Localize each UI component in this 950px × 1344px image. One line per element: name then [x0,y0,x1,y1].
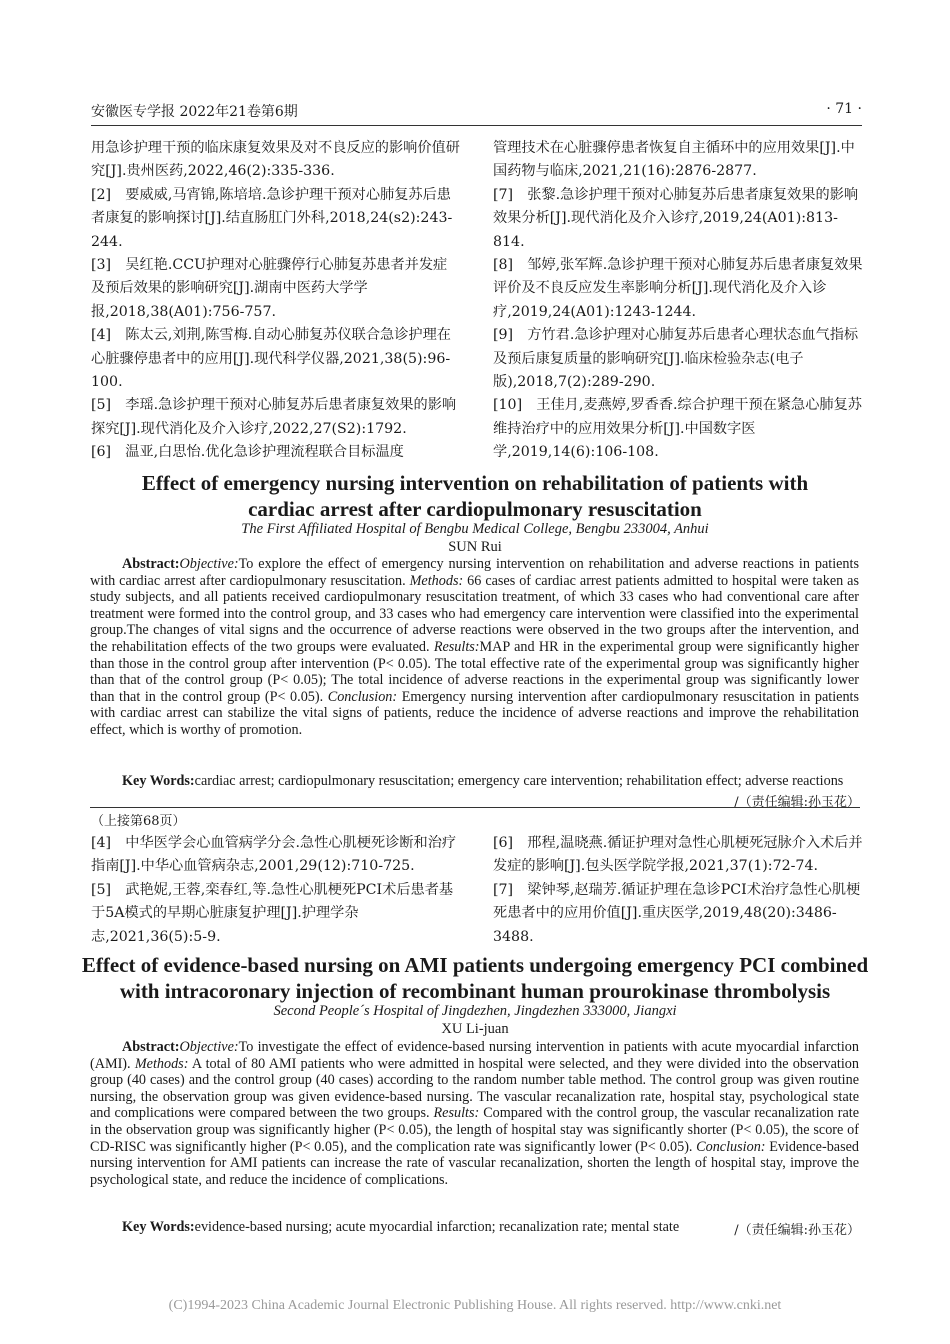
article1-abstract [90,556,859,739]
article1-affiliation: The First Affiliated Hospital of Bengbu Medical College, Bengbu 233004, Anhui [241,521,709,537]
results-label: Results: [433,1105,480,1122]
methods-text: 66 cases of cardiac arrest patients admitted to hospital were taken as study subjects, and all patients received cardiopulmonary resuscitation treatment, of which 33 cases who had conventional care after treatment were formed into the control group, and 33 cases who had emergency care intervention were classified into the experimental group.The changes of vital signs and the occurrence of adverse reactions were observed in the two groups after the intervention, and the rehabilitation effects of the two groups were evaluated. [90,572,859,655]
methods-label: Methods: [134,1055,189,1072]
article1-title-line2: cardiac arrest after cardiopulmonary resuscitation [248,497,702,521]
objective-label: Objective: [179,556,239,572]
reference-item: [2] 要威威,马宵锦,陈培培.急诊护理干预对心肺复苏后患者康复的影响探讨[J].结直肠肛门外科,2018,24(s2):243-244. [91,186,453,250]
article1-title [60,470,890,522]
article2-editor: /（责任编辑:孙玉花） [734,1223,860,1238]
methods-text: A total of 80 AMI patients who were admitted in hospital were selected, and they were divided into the observation group (40 cases) and the control group (40 cases) according to the random number table method. The control group was given routine nursing, the observation group was given evidence-based nursing. The vascular recanalization rate, hospital stay, psychological state and complications were compared between the two groups. [90,1055,859,1122]
keywords-label: Key Words: [122,773,195,789]
keywords-text: evidence-based nursing; acute myocardial infarction; recanalization rate; mental state [194,1219,680,1235]
article2-title-line1: Effect of evidence-based nursing on AMI patients undergoing emergency PCI combined [81,953,869,977]
reference-item: [4] 陈太云,刘荆,陈雪梅.自动心肺复苏仪联合急诊护理在心脏骤停患者中的应用[J].现代科学仪器,2021,38(5):96-100. [91,327,451,391]
keywords-text: cardiac arrest; cardiopulmonary resuscitation; emergency care intervention; rehabilitation effect; adverse reactions [194,773,844,789]
copyright-footer: (C)1994-2023 China Academic Journal Electronic Publishing House. All rights reserved. http://www.cnki.net [168,1298,782,1313]
keywords-label: Key Words: [122,1219,195,1235]
reference-item: 管理技术在心脏骤停患者恢复自主循环中的应用效果[J].中国药物与临床,2021,21(16):2876-2877. [493,140,855,180]
objective-label: Objective: [179,1039,239,1055]
article1-keywords [90,773,859,790]
article2-affiliation: Second People´s Hospital of Jingdezhen, Jingdezhen 333000, Jiangxi [273,1003,677,1019]
conclusion-text: Emergency nursing intervention after cardiopulmonary resuscitation in patients with cardiac arrest can stabilize the vital signs of patients, reduce the incidence of adverse reactions and improve the rehabilitation effect, which is worthy of promotion. [90,688,860,738]
conclusion-label: Conclusion: [696,1138,766,1155]
abstract-label: Abstract: [122,556,180,572]
results-text: MAP and HR in the experimental group were significantly higher than those in the control group after intervention (P< 0.05). The total effective rate of the experimental group was significantly higher than that of the control group (P< 0.05); The total incidence of adverse reactions in the experimental group was significantly lower than that in the control group (P< 0.05). [90,638,859,705]
reference-item: [6] 温亚,白思怡.优化急诊护理流程联合目标温度 [91,444,404,461]
reference-item: [10] 王佳月,麦燕婷,罗香香.综合护理干预在紧急心肺复苏维持治疗中的应用效果分析[J].中国数字医学,2019,14(6):106-108. [493,397,862,461]
article1-editor: /（责任编辑:孙玉花） [734,795,860,810]
objective-text: To explore the effect of emergency nursing intervention on rehabilitation and adverse reactions in patients with cardiac arrest after cardiopulmonary resuscitation. [90,556,859,589]
journal-name: 安徽医专学报 2022年21卷第6期 [91,104,298,120]
article2-abstract [90,1039,859,1188]
reference-item: [7] 张黎.急诊护理干预对心肺复苏后患者康复效果的影响效果分析[J].现代消化及介入诊疗,2019,24(A01):813-814. [493,186,859,250]
results-label: Results: [433,638,480,655]
references-mid-right [493,832,863,949]
reference-item: [8] 邹婷,张军辉.急诊护理干预对心肺复苏后患者康复效果评价及不良反应发生率影响分析[J].现代消化及介入诊疗,2019,24(A01):1243-1244. [493,257,863,320]
reference-item: [6] 邢程,温晓燕.循证护理对急性心肌梗死冠脉介入术后并发症的影响[J].包头医学院学报,2021,37(1):72-74. [493,835,863,875]
conclusion-label: Conclusion: [327,688,398,705]
article2-keywords [90,1219,710,1236]
running-header [91,99,862,126]
section-divider [90,807,860,808]
article2-title [60,952,890,1004]
reference-item: [3] 吴红艳.CCU护理对心脏骤停行心肺复苏患者并发症及预后效果的影响研究[J].湖南中医药大学学报,2018,38(A01):756-757. [91,257,448,320]
abstract-label: Abstract: [122,1039,180,1055]
reference-item: [9] 方竹君.急诊护理对心肺复苏后患者心理状态血气指标及预后康复质量的影响研究[J].临床检验杂志(电子版),2018,7(2):289-290. [493,327,859,391]
page-number: · 71 · [826,101,862,117]
article2-title-line2: with intracoronary injection of recombinant human prourokinase thrombolysis [119,979,831,1003]
article1-title-line1: Effect of emergency nursing intervention on rehabilitation of patients with [141,471,809,495]
references-mid-left [91,832,461,949]
methods-label: Methods: [409,572,464,589]
article2-author: XU Li-juan [441,1021,509,1037]
objective-text: To investigate the effect of evidence-based nursing intervention in patients with acute myocardial infarction (AMI). [90,1039,859,1072]
reference-item: 用急诊护理干预的临床康复效果及对不良反应的影响价值研究[J].贵州医药,2022,46(2):335-336. [91,140,460,180]
continued-note: （上接第68页） [91,814,186,829]
article1-author: SUN Rui [448,539,502,555]
references-top-left [91,137,461,465]
conclusion-text: Evidence-based nursing intervention for AMI patients can increase the rate of vascular recanalization, shorten the length of hospital stay, improve the psychological state, and reduce the incidence of complications. [90,1138,859,1188]
results-text: Compared with the control group, the vascular recanalization rate in the observation group was significantly higher (P< 0.05), the length of hospital stay was significantly shorter (P< 0.05), the score of CD-RISC was significantly higher (P< 0.05), and the complication rate was significantly lower (P< 0.05). [90,1105,860,1155]
reference-item: [5] 李瑶.急诊护理干预对心肺复苏后患者康复效果的影响探究[J].现代消化及介入诊疗,2022,27(S2):1792. [91,397,457,437]
reference-item: [4] 中华医学会心血管病学分会.急性心肌梗死诊断和治疗指南[J].中华心血管病杂志,2001,29(12):710-725. [91,835,457,875]
references-top-right [493,137,863,465]
reference-item: [7] 梁钟琴,赵瑞芳.循证护理在急诊PCI术治疗急性心肌梗死患者中的应用价值[J].重庆医学,2019,48(20):3486-3488. [493,881,861,945]
reference-item: [5] 武艳妮,王蓉,栾春红,等.急性心肌梗死PCI术后患者基于5A模式的早期心脏康复护理[J].护理学杂志,2021,36(5):5-9. [91,881,454,945]
